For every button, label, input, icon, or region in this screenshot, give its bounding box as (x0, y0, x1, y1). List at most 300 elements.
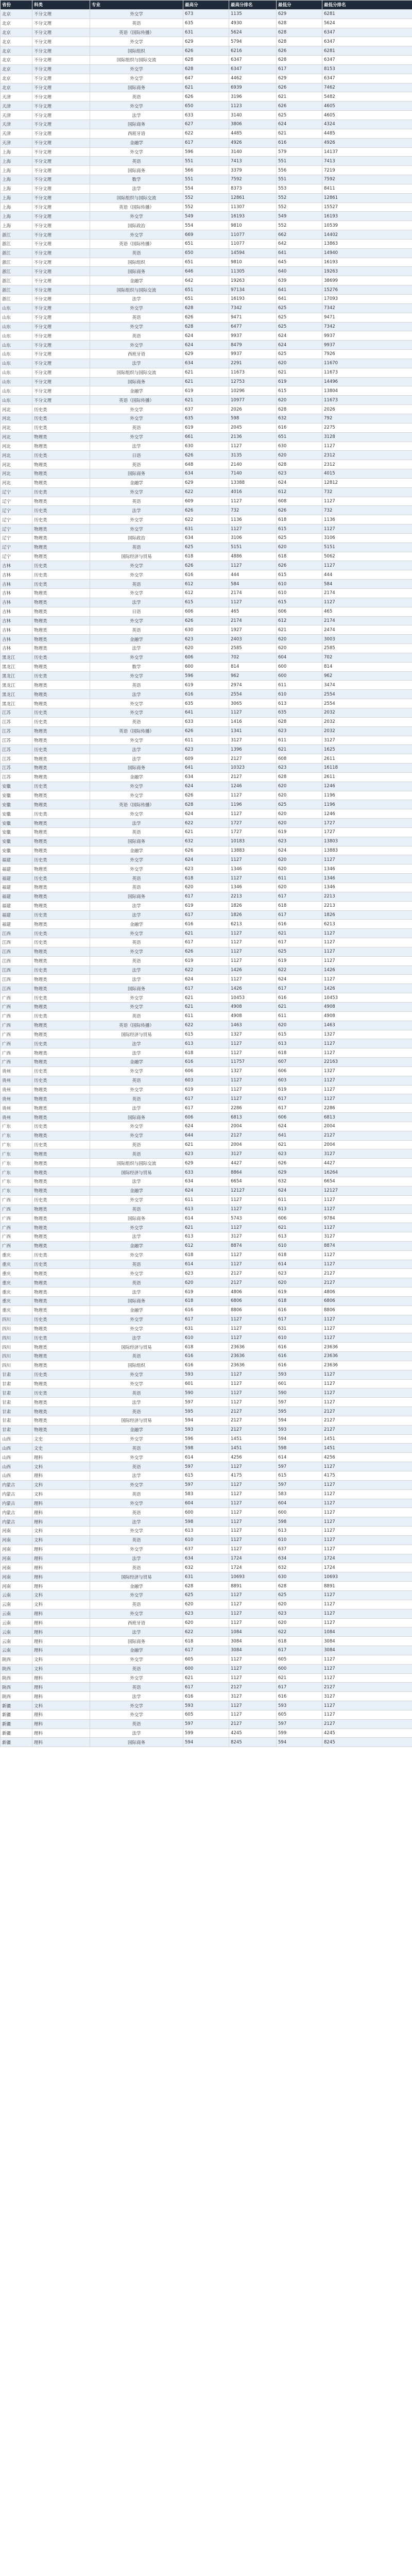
cell-category: 理科 (32, 1637, 90, 1646)
cell-category: 文科 (32, 1590, 90, 1600)
table-row (1, 295, 412, 304)
table-row (1, 1076, 412, 1085)
cell-min-score: 623 (277, 837, 322, 846)
cell-major: 外交学 (90, 653, 183, 662)
cell-max-rank: 2585 (229, 644, 277, 653)
cell-category: 历史类 (32, 1388, 90, 1398)
cell-min-rank: 1127 (322, 1324, 412, 1333)
cell-major: 外交学 (90, 322, 183, 331)
table-row (1, 1296, 412, 1306)
cell-min-score: 628 (277, 717, 322, 726)
cell-max-rank: 9937 (229, 350, 277, 359)
cell-max-rank: 9937 (229, 331, 277, 341)
cell-min-score: 625 (277, 303, 322, 313)
cell-major: 外交学 (90, 1710, 183, 1719)
table-row (1, 147, 412, 157)
cell-province: 北京 (1, 37, 32, 46)
header-max-score: 最高分 (183, 1, 229, 10)
cell-min-rank: 7926 (322, 350, 412, 359)
cell-major: 英语（国际传播） (90, 396, 183, 405)
cell-province: 贵州 (1, 1094, 32, 1104)
cell-max-rank: 7592 (229, 175, 277, 184)
table-row (1, 184, 412, 193)
cell-major: 法学 (90, 644, 183, 653)
cell-max-rank: 6347 (229, 56, 277, 65)
cell-min-rank: 10693 (322, 1572, 412, 1582)
cell-max-rank: 1346 (229, 883, 277, 892)
cell-province: 广西 (1, 1011, 32, 1021)
table-row (1, 772, 412, 782)
cell-province: 福建 (1, 865, 32, 874)
cell-max-score: 634 (183, 359, 229, 368)
cell-max-rank: 10453 (229, 993, 277, 1003)
table-row (1, 1186, 412, 1195)
table-row (1, 386, 412, 396)
table-row (1, 432, 412, 442)
cell-major: 英语 (90, 883, 183, 892)
cell-category: 物理类 (32, 1149, 90, 1159)
cell-min-rank: 1127 (322, 561, 412, 570)
cell-min-rank: 1127 (322, 497, 412, 506)
table-row (1, 202, 412, 212)
cell-major: 法学 (90, 819, 183, 828)
cell-max-rank: 1127 (229, 1499, 277, 1508)
cell-min-score: 626 (277, 101, 322, 111)
cell-min-score: 617 (277, 1315, 322, 1324)
cell-min-score: 617 (277, 1683, 322, 1692)
cell-max-rank: 10183 (229, 837, 277, 846)
cell-major: 金融学 (90, 1306, 183, 1315)
cell-max-score: 597 (183, 1719, 229, 1728)
cell-major: 英语 (90, 580, 183, 589)
cell-category: 不分文理 (32, 258, 90, 267)
cell-min-rank: 1127 (322, 1527, 412, 1536)
cell-category: 不分文理 (32, 295, 90, 304)
cell-max-score: 606 (183, 1113, 229, 1122)
cell-province: 广西 (1, 1002, 32, 1011)
cell-min-rank: 23636 (322, 1352, 412, 1361)
cell-min-rank: 1724 (322, 1554, 412, 1563)
cell-major: 英语 (90, 1094, 183, 1104)
cell-min-score: 617 (277, 1646, 322, 1655)
cell-province: 北京 (1, 74, 32, 83)
cell-max-rank: 1327 (229, 1066, 277, 1076)
cell-min-rank: 1127 (322, 1315, 412, 1324)
cell-major: 数学 (90, 175, 183, 184)
cell-major: 英语 (90, 1508, 183, 1517)
cell-max-rank: 1127 (229, 1701, 277, 1710)
table-row (1, 1177, 412, 1187)
cell-province: 广西 (1, 993, 32, 1003)
table-row (1, 1673, 412, 1683)
table-row (1, 1618, 412, 1628)
cell-major: 金融学 (90, 1241, 183, 1250)
cell-min-score: 616 (277, 1306, 322, 1315)
cell-province: 黑龙江 (1, 690, 32, 699)
cell-major: 金融学 (90, 772, 183, 782)
cell-category: 物理类 (32, 1168, 90, 1177)
table-row (1, 1728, 412, 1738)
cell-province: 江苏 (1, 717, 32, 726)
cell-province: 云南 (1, 1618, 32, 1628)
cell-min-rank: 22163 (322, 1058, 412, 1067)
cell-category: 物理类 (32, 1104, 90, 1113)
table-row (1, 745, 412, 754)
cell-major: 英语 (90, 497, 183, 506)
cell-min-rank: 14402 (322, 230, 412, 240)
cell-max-score: 551 (183, 157, 229, 166)
table-row (1, 1168, 412, 1177)
cell-max-score: 617 (183, 910, 229, 920)
cell-category: 物理类 (32, 644, 90, 653)
cell-province: 甘肃 (1, 1407, 32, 1416)
cell-major: 英语 (90, 331, 183, 341)
cell-major: 外交学 (90, 212, 183, 221)
cell-province: 上海 (1, 175, 32, 184)
cell-max-score: 634 (183, 772, 229, 782)
cell-province: 福建 (1, 855, 32, 865)
cell-max-score: 626 (183, 561, 229, 570)
cell-category: 物理类 (32, 736, 90, 745)
cell-min-score: 624 (277, 975, 322, 984)
cell-max-rank: 1327 (229, 1030, 277, 1039)
cell-province: 云南 (1, 1600, 32, 1609)
cell-min-score: 617 (277, 910, 322, 920)
cell-major: 法学 (90, 1554, 183, 1563)
cell-max-rank: 6477 (229, 322, 277, 331)
cell-major: 法学 (90, 111, 183, 120)
cell-category: 理科 (32, 1582, 90, 1591)
cell-max-score: 593 (183, 1701, 229, 1710)
table-row (1, 1058, 412, 1067)
cell-max-score: 633 (183, 111, 229, 120)
table-row (1, 74, 412, 83)
cell-min-score: 616 (277, 1343, 322, 1352)
cell-min-score: 610 (277, 690, 322, 699)
cell-min-score: 640 (277, 267, 322, 276)
table-row (1, 736, 412, 745)
cell-major: 英语 (90, 1011, 183, 1021)
cell-min-rank: 11673 (322, 396, 412, 405)
cell-province: 云南 (1, 1646, 32, 1655)
cell-category: 物理类 (32, 1278, 90, 1287)
cell-max-rank: 3084 (229, 1637, 277, 1646)
cell-major: 外交学 (90, 1453, 183, 1462)
cell-min-score: 611 (277, 681, 322, 690)
cell-max-score: 614 (183, 1214, 229, 1223)
cell-province: 上海 (1, 193, 32, 202)
cell-major: 国际政治 (90, 221, 183, 230)
cell-min-score: 620 (277, 1600, 322, 1609)
cell-min-score: 639 (277, 276, 322, 285)
cell-province: 江苏 (1, 708, 32, 717)
cell-major: 国际组织与国际交流 (90, 368, 183, 377)
table-row (1, 1159, 412, 1168)
cell-min-rank: 3084 (322, 1637, 412, 1646)
cell-min-score: 612 (277, 616, 322, 625)
cell-province: 黑龙江 (1, 699, 32, 708)
cell-province: 内蒙古 (1, 1517, 32, 1527)
cell-min-rank: 2004 (322, 1140, 412, 1149)
cell-category: 不分文理 (32, 212, 90, 221)
cell-max-rank: 4427 (229, 1159, 277, 1168)
table-row (1, 1499, 412, 1508)
cell-category: 物理类 (32, 1269, 90, 1278)
cell-min-score: 610 (277, 589, 322, 598)
cell-category: 历史类 (32, 1315, 90, 1324)
cell-major: 英语 (90, 157, 183, 166)
cell-max-score: 616 (183, 570, 229, 580)
cell-min-rank: 8806 (322, 1306, 412, 1315)
cell-min-score: 611 (277, 1195, 322, 1205)
cell-province: 重庆 (1, 1260, 32, 1269)
cell-min-rank: 6281 (322, 9, 412, 19)
cell-min-score: 625 (277, 322, 322, 331)
cell-max-rank: 5151 (229, 543, 277, 552)
cell-category: 理科 (32, 1728, 90, 1738)
cell-min-rank: 3474 (322, 681, 412, 690)
table-row (1, 993, 412, 1003)
cell-category: 不分文理 (32, 377, 90, 386)
cell-max-score: 628 (183, 322, 229, 331)
cell-min-rank: 5151 (322, 543, 412, 552)
cell-min-rank: 13804 (322, 386, 412, 396)
cell-major: 日语 (90, 607, 183, 616)
cell-max-score: 617 (183, 1094, 229, 1104)
table-row (1, 212, 412, 221)
cell-max-score: 619 (183, 901, 229, 910)
cell-category: 物理类 (32, 625, 90, 635)
table-row (1, 644, 412, 653)
cell-max-score: 637 (183, 405, 229, 414)
cell-category: 理科 (32, 1646, 90, 1655)
cell-category: 不分文理 (32, 64, 90, 74)
cell-max-score: 621 (183, 368, 229, 377)
cell-min-score: 597 (277, 1398, 322, 1407)
cell-min-rank: 1127 (322, 956, 412, 965)
cell-major: 国际商务 (90, 469, 183, 479)
cell-province: 新疆 (1, 1701, 32, 1710)
cell-category: 物理类 (32, 1186, 90, 1195)
cell-max-rank: 4886 (229, 552, 277, 561)
cell-max-rank: 1127 (229, 1094, 277, 1104)
cell-min-score: 613 (277, 1205, 322, 1214)
table-row (1, 1214, 412, 1223)
cell-max-score: 626 (183, 92, 229, 101)
cell-min-rank: 1127 (322, 1517, 412, 1527)
cell-max-rank: 10977 (229, 396, 277, 405)
cell-province: 安徽 (1, 800, 32, 809)
cell-max-score: 618 (183, 552, 229, 561)
cell-min-rank: 702 (322, 653, 412, 662)
cell-min-rank: 2611 (322, 754, 412, 764)
cell-province: 江苏 (1, 736, 32, 745)
table-row (1, 1122, 412, 1131)
cell-max-score: 596 (183, 147, 229, 157)
cell-max-score: 651 (183, 239, 229, 248)
table-row (1, 19, 412, 28)
cell-max-score: 615 (183, 1471, 229, 1481)
cell-min-rank: 11670 (322, 359, 412, 368)
table-row (1, 1453, 412, 1462)
cell-major: 金融学 (90, 1425, 183, 1434)
table-row (1, 717, 412, 726)
table-row (1, 855, 412, 865)
cell-max-rank: 1127 (229, 497, 277, 506)
cell-major: 英语 (90, 1388, 183, 1398)
cell-min-rank: 1127 (322, 524, 412, 534)
cell-max-score: 597 (183, 1398, 229, 1407)
cell-max-rank: 12753 (229, 377, 277, 386)
cell-province: 黑龙江 (1, 681, 32, 690)
table-row (1, 1563, 412, 1572)
cell-min-rank: 4806 (322, 1287, 412, 1297)
cell-max-rank: 1127 (229, 1545, 277, 1554)
cell-min-rank: 4245 (322, 1728, 412, 1738)
cell-province: 广西 (1, 1214, 32, 1223)
table-row (1, 846, 412, 855)
cell-province: 吉林 (1, 580, 32, 589)
cell-province: 广西 (1, 1232, 32, 1242)
cell-category: 物理类 (32, 1002, 90, 1011)
cell-max-score: 628 (183, 1582, 229, 1591)
cell-category: 不分文理 (32, 303, 90, 313)
cell-category: 不分文理 (32, 175, 90, 184)
cell-max-rank: 2286 (229, 1104, 277, 1113)
cell-max-score: 599 (183, 1728, 229, 1738)
cell-category: 历史类 (32, 1066, 90, 1076)
cell-min-rank: 9937 (322, 341, 412, 350)
cell-major: 外交学 (90, 74, 183, 83)
cell-major: 英语 (90, 92, 183, 101)
cell-min-rank: 1127 (322, 1195, 412, 1205)
cell-major: 西班牙语 (90, 350, 183, 359)
cell-max-rank: 2213 (229, 892, 277, 901)
cell-max-score: 600 (183, 662, 229, 671)
table-row (1, 1352, 412, 1361)
cell-category: 物理类 (32, 533, 90, 543)
table-row (1, 423, 412, 432)
cell-min-score: 595 (277, 1407, 322, 1416)
cell-max-rank: 23636 (229, 1361, 277, 1370)
cell-min-rank: 8874 (322, 1241, 412, 1250)
cell-province: 山东 (1, 350, 32, 359)
cell-min-score: 590 (277, 1388, 322, 1398)
cell-min-rank: 13803 (322, 837, 412, 846)
cell-category: 物理类 (32, 819, 90, 828)
cell-min-score: 651 (277, 432, 322, 442)
cell-max-score: 613 (183, 1205, 229, 1214)
cell-category: 不分文理 (32, 92, 90, 101)
cell-min-score: 620 (277, 359, 322, 368)
table-row (1, 405, 412, 414)
table-row (1, 451, 412, 460)
cell-max-score: 621 (183, 83, 229, 92)
cell-province: 安徽 (1, 791, 32, 800)
cell-category: 历史类 (32, 717, 90, 726)
cell-max-score: 583 (183, 1489, 229, 1499)
header-max-rank: 最高分排名 (229, 1, 277, 10)
table-row (1, 910, 412, 920)
cell-major: 英语 (90, 1407, 183, 1416)
cell-major: 法学 (90, 1628, 183, 1637)
table-row (1, 1637, 412, 1646)
cell-max-rank: 8806 (229, 1306, 277, 1315)
cell-category: 文科 (32, 1655, 90, 1664)
cell-min-score: 635 (277, 708, 322, 717)
table-row (1, 1205, 412, 1214)
cell-province: 广东 (1, 1186, 32, 1195)
cell-max-score: 621 (183, 1223, 229, 1232)
cell-province: 新疆 (1, 1738, 32, 1747)
cell-category: 历史类 (32, 414, 90, 423)
cell-category: 物理类 (32, 699, 90, 708)
table-row (1, 1462, 412, 1471)
cell-max-rank: 1426 (229, 984, 277, 993)
cell-category: 物理类 (32, 1058, 90, 1067)
cell-min-rank: 1127 (322, 1489, 412, 1499)
cell-province: 新疆 (1, 1719, 32, 1728)
cell-category: 物理类 (32, 1296, 90, 1306)
cell-min-score: 552 (277, 202, 322, 212)
cell-min-rank: 4605 (322, 111, 412, 120)
cell-major: 金融学 (90, 386, 183, 396)
cell-max-rank: 1127 (229, 874, 277, 883)
cell-major: 外交学 (90, 1590, 183, 1600)
cell-max-score: 594 (183, 1416, 229, 1425)
cell-province: 广西 (1, 1048, 32, 1058)
cell-major: 法学 (90, 910, 183, 920)
cell-max-rank: 1346 (229, 865, 277, 874)
cell-max-score: 621 (183, 1002, 229, 1011)
cell-major: 国际政治 (90, 533, 183, 543)
cell-province: 吉林 (1, 644, 32, 653)
cell-max-rank: 1127 (229, 956, 277, 965)
cell-max-score: 629 (183, 350, 229, 359)
cell-min-score: 551 (277, 175, 322, 184)
table-row (1, 1140, 412, 1149)
table-row (1, 1104, 412, 1113)
cell-min-rank: 1127 (322, 1499, 412, 1508)
cell-min-score: 617 (277, 1104, 322, 1113)
cell-major: 国际商务 (90, 120, 183, 129)
table-row (1, 1021, 412, 1030)
cell-min-score: 620 (277, 1618, 322, 1628)
cell-max-score: 669 (183, 230, 229, 240)
table-row (1, 157, 412, 166)
cell-min-score: 617 (277, 64, 322, 74)
cell-max-score: 620 (183, 1278, 229, 1287)
cell-province: 内蒙古 (1, 1508, 32, 1517)
cell-max-rank: 1426 (229, 965, 277, 975)
cell-major: 英语 (90, 938, 183, 947)
table-row (1, 1535, 412, 1545)
cell-min-rank: 465 (322, 607, 412, 616)
cell-province: 广西 (1, 1241, 32, 1250)
cell-max-score: 552 (183, 202, 229, 212)
cell-major: 法学 (90, 1728, 183, 1738)
cell-min-score: 630 (277, 1572, 322, 1582)
cell-province: 重庆 (1, 1269, 32, 1278)
cell-max-rank: 6347 (229, 64, 277, 74)
cell-max-score: 551 (183, 175, 229, 184)
cell-max-rank: 1927 (229, 625, 277, 635)
cell-min-rank: 6347 (322, 56, 412, 65)
cell-category: 物理类 (32, 616, 90, 625)
cell-min-score: 631 (277, 1324, 322, 1333)
cell-category: 物理类 (32, 1214, 90, 1223)
cell-min-score: 628 (277, 772, 322, 782)
